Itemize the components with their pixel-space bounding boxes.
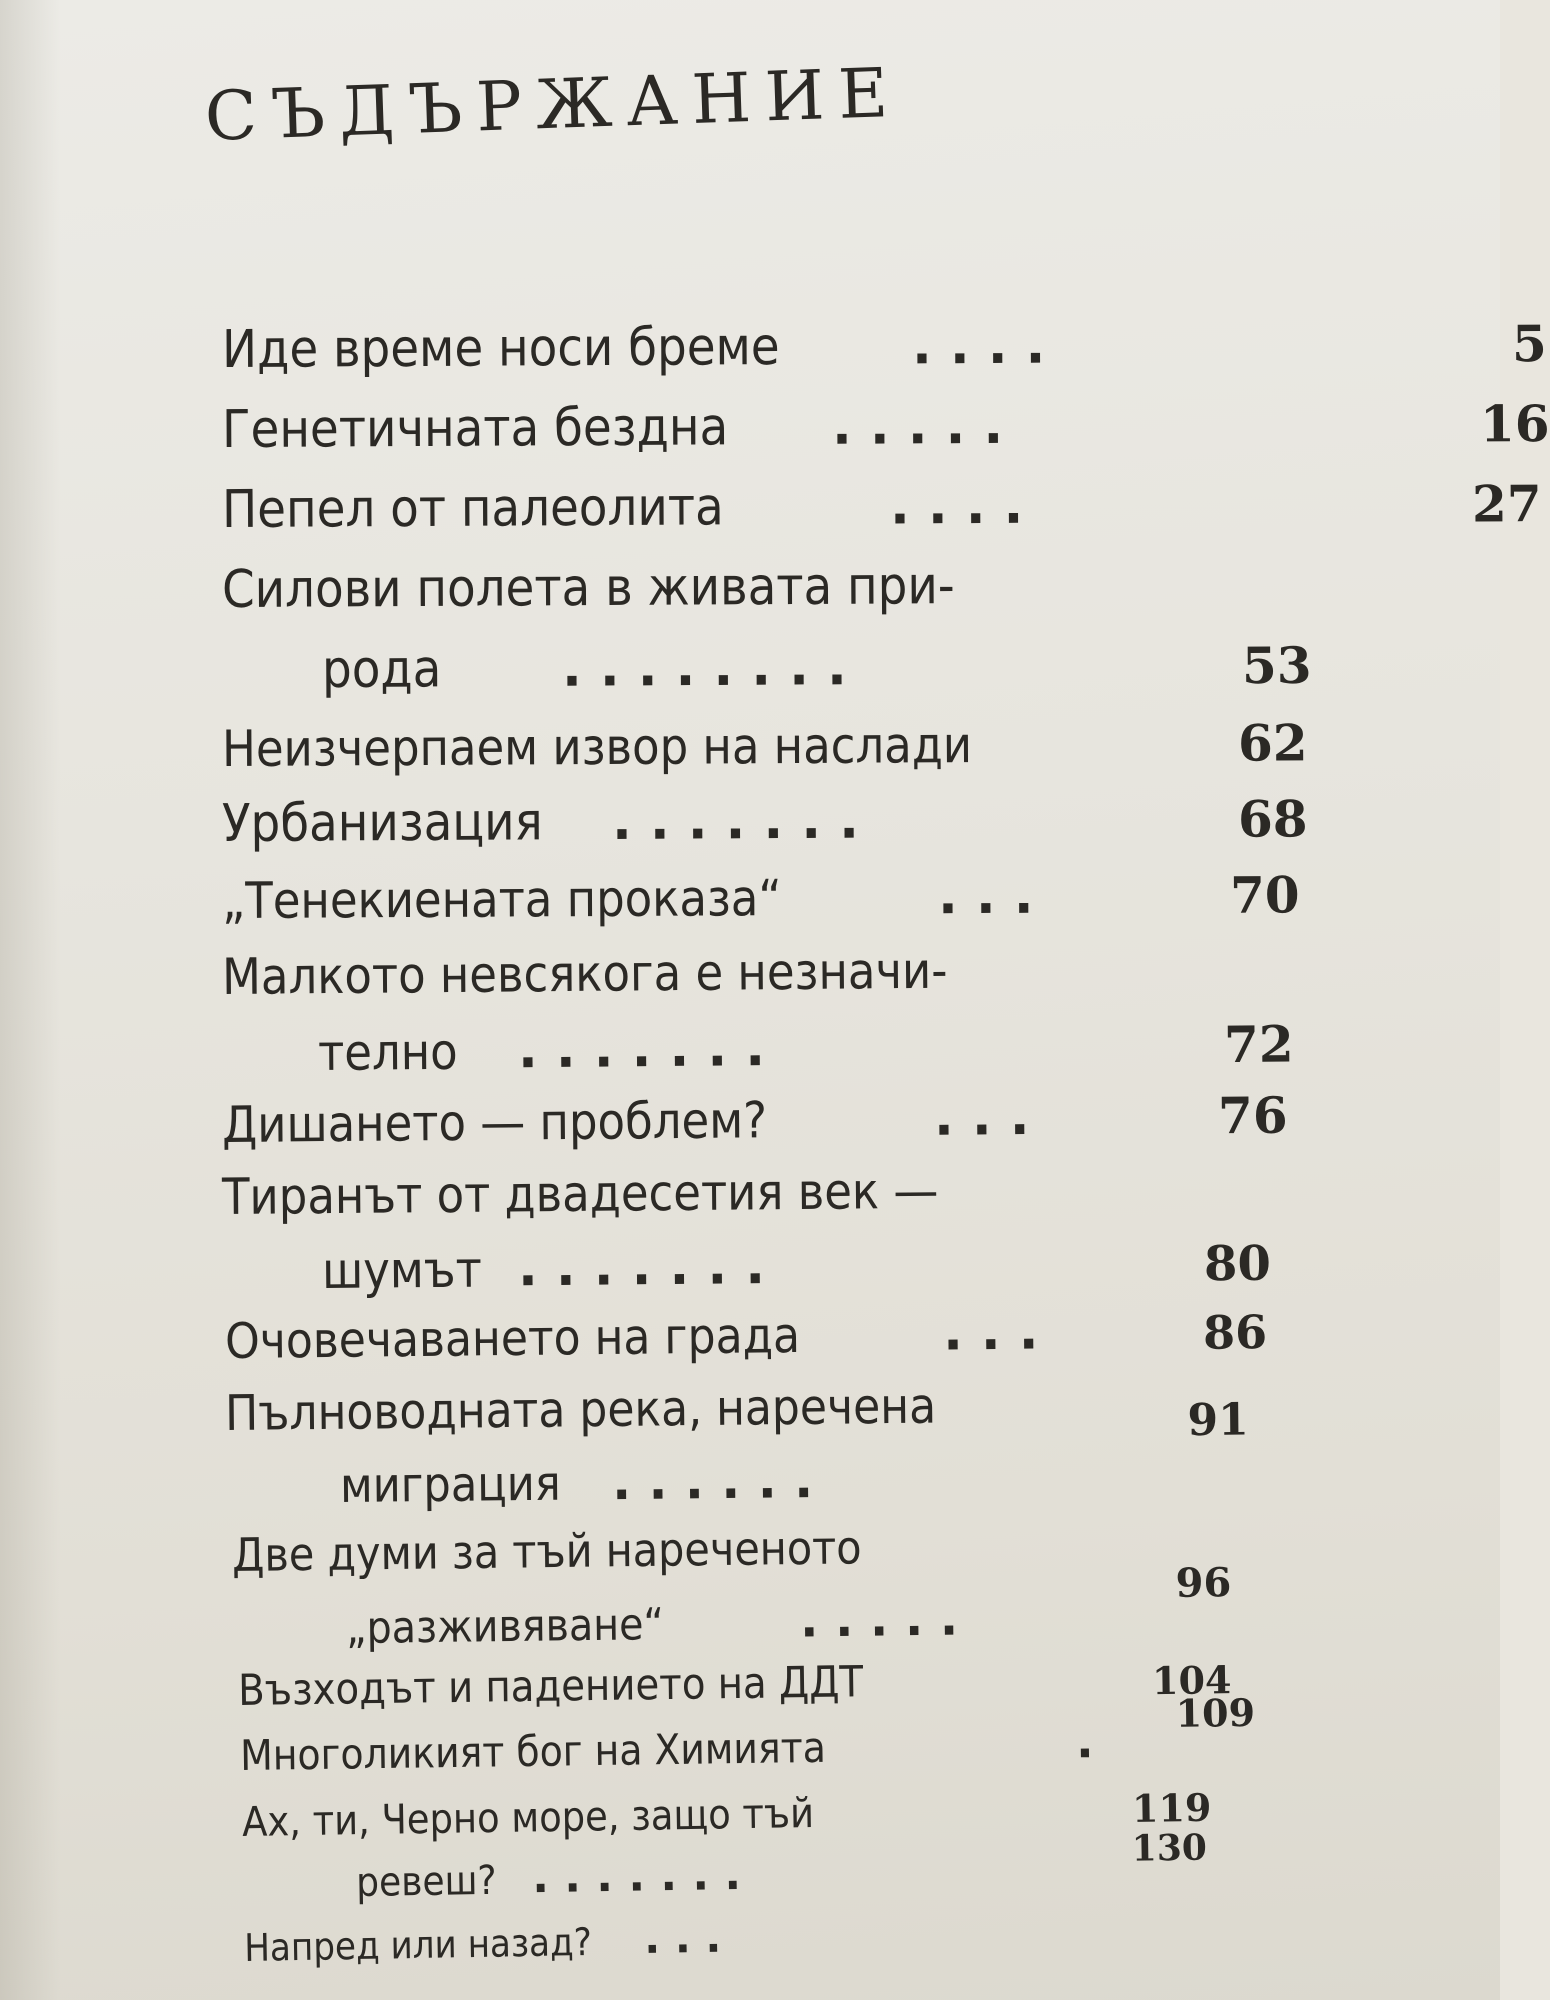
toc-entry-page: 27: [1471, 474, 1542, 534]
toc-entry-title: „Тенекиената проказа“: [221, 869, 782, 930]
toc-entry-page: 86: [1202, 1305, 1268, 1360]
toc-entry: [222, 1146, 1353, 1226]
toc-entry-title: Силови полета в живата при-: [221, 556, 955, 620]
toc-entry-page: 130: [1131, 1826, 1208, 1870]
toc-entry-page: 70: [1229, 865, 1300, 925]
toc-entry-leader: . . . . . .: [611, 1451, 814, 1512]
toc-entry-title: Две думи за тъй нареченото: [231, 1520, 862, 1582]
toc-entry-title: Иде време носи бреме: [221, 317, 780, 380]
toc-entry-title: Възходът и падението на ДДТ: [237, 1657, 864, 1716]
toc-entry-leader: . . . . . . .: [517, 1236, 766, 1299]
toc-entry-page: 62: [1237, 713, 1308, 773]
toc-entry-page: 5: [1511, 314, 1547, 374]
toc-entry-title: Малкото невсякога е незначи-: [221, 941, 948, 1006]
toc-entry-leader: . . .: [933, 1086, 1030, 1148]
toc-entry-leader: . . . . . . .: [611, 790, 860, 852]
page-title: СЪДЪРЖАНИЕ: [203, 53, 904, 157]
toc-entry-leader: . . .: [937, 865, 1034, 927]
toc-entry-page: 68: [1237, 789, 1308, 849]
toc-entry-leader: . . .: [643, 1912, 722, 1964]
toc-entry-leader: . . . .: [889, 475, 1024, 537]
toc-entry-leader: . . . . .: [831, 395, 1004, 457]
toc-entry-title: телно: [317, 1022, 458, 1082]
toc-entry-title: Генетичната бездна: [221, 397, 729, 460]
toc-entry: [221, 304, 1547, 380]
toc-entry-title: Напред или назад?: [243, 1919, 593, 1970]
toc-entry-leader: .: [1075, 1714, 1094, 1769]
toc-entry-page: 109: [1175, 1689, 1256, 1736]
toc-entry-title: Пълноводната река, наречена: [224, 1377, 937, 1442]
toc-entry-leader: . . .: [942, 1301, 1039, 1363]
toc-entry-leader: . . . . . . . .: [561, 637, 847, 699]
toc-entry-page: 96: [1175, 1559, 1232, 1607]
toc-entry-title: Тиранът от двадесетия век —: [221, 1161, 939, 1226]
toc-entry: [222, 1074, 1353, 1154]
toc-entry-title: шумът: [321, 1240, 483, 1300]
toc-entry: [322, 1221, 1353, 1300]
toc-entry-page: 76: [1217, 1085, 1288, 1146]
toc-entry: [318, 1003, 1349, 1082]
toc-entry-leader: . . . . .: [799, 1590, 959, 1649]
toc-entry-title: миграция: [339, 1455, 561, 1514]
toc-entry-page: 80: [1203, 1235, 1272, 1293]
toc-entry-page: 53: [1241, 635, 1312, 696]
toc-entry-title: Урбанизация: [221, 792, 543, 854]
toc-entry-leader: . . . . . . .: [531, 1848, 742, 1904]
toc-entry: [322, 625, 1352, 700]
toc-entry-title: Неизчерпаем извор на наслади: [221, 716, 973, 778]
toc-entry-page: 91: [1187, 1394, 1249, 1447]
toc-entry: [222, 854, 1352, 930]
toc-entry-leader: . . . . . . .: [517, 1018, 766, 1081]
toc-entry-title: Пепел от палеолита: [221, 477, 724, 540]
toc-entry-page: 119: [1131, 1784, 1212, 1832]
toc-entry: [222, 544, 1352, 620]
toc-entry: [222, 702, 1352, 778]
toc-entry-title: Дишането — проблем?: [221, 1091, 768, 1154]
toc-entry-title: „разживяване“: [345, 1599, 665, 1654]
toc-entry-page: 72: [1223, 1014, 1294, 1075]
toc-entry-title: рода: [321, 639, 442, 700]
toc-entry: [225, 1360, 1356, 1442]
toc-entry-page: 104: [1151, 1657, 1232, 1704]
toc-entry: [221, 464, 1542, 540]
toc-entry: [225, 1288, 1356, 1370]
toc-entry-title: ревеш?: [355, 1857, 497, 1906]
toc-entry: [222, 778, 1352, 854]
toc-entry-title: Очовечаването на града: [224, 1306, 801, 1370]
toc-entry: [221, 384, 1550, 460]
toc-entry: [222, 926, 1353, 1006]
toc-entry-page: 16: [1479, 394, 1550, 454]
toc-entry-title: Многоликият бог на Химията: [239, 1722, 827, 1780]
toc-entry-leader: . . . .: [911, 315, 1046, 377]
toc-entry-title: Ах, ти, Черно море, защо тъй: [241, 1789, 815, 1846]
